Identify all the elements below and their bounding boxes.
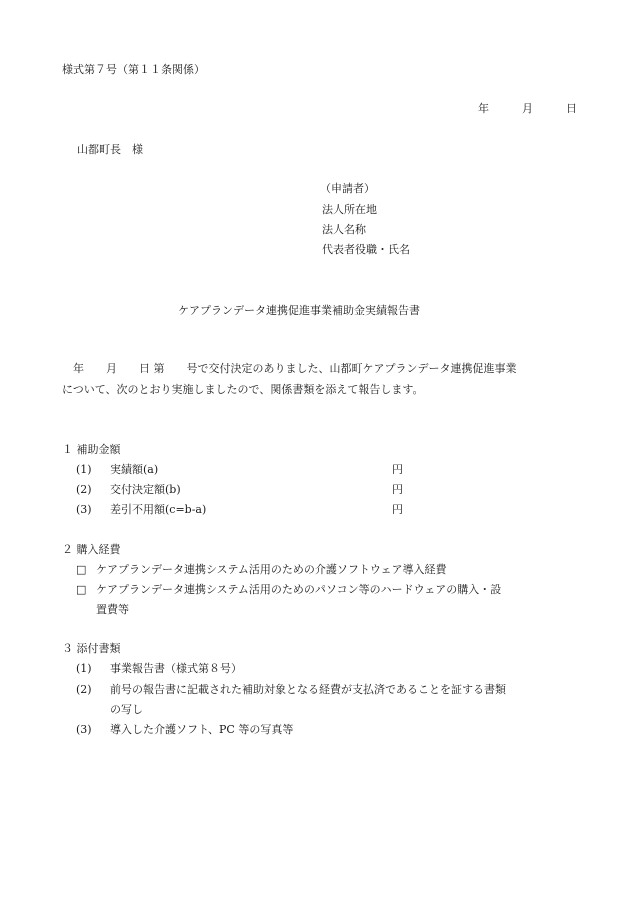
applicant-address-label: 法人所在地 — [322, 203, 377, 216]
checkbox-icon[interactable]: □ — [76, 563, 87, 576]
date-line — [478, 101, 577, 117]
intro-line-2: について、次のとおり実施しましたので、関係書類を添えて報告します。 — [62, 383, 424, 396]
section3-item-num: (2) — [76, 683, 92, 696]
date-day: 日 — [566, 102, 577, 115]
section3-item-line2: の写し — [110, 703, 143, 716]
date-month: 月 — [522, 102, 533, 115]
section1-item-label: 差引不用額(c=b-a) — [110, 503, 207, 516]
intro-line-1: 年 月 日 第 号で交付決定のありました、山都町ケアプランデータ連携促進事業 — [62, 362, 517, 375]
section3-item-line1: 前号の報告書に記載された補助対象となる経費が支払済であることを証する書類 — [110, 683, 506, 696]
section1-item-num: (3) — [76, 503, 92, 516]
applicant-heading: （申請者） — [320, 182, 375, 195]
section1-item-unit: 円 — [392, 463, 403, 476]
checkbox-icon[interactable]: □ — [76, 583, 87, 596]
section1-heading: １ 補助金額 — [62, 443, 121, 456]
section2-heading: ２ 購入経費 — [62, 543, 121, 556]
date-year: 年 — [478, 102, 489, 115]
section1-item-num: (1) — [76, 463, 92, 476]
section1-item-num: (2) — [76, 483, 92, 496]
section2-item-line1: ケアプランデータ連携システム活用のための介護ソフトウェア導入経費 — [96, 563, 447, 576]
section1-item-label: 交付決定額(b) — [110, 483, 181, 496]
document-title: ケアプランデータ連携促進事業補助金実績報告書 — [178, 304, 420, 317]
section3-item-num: (3) — [76, 723, 92, 736]
section1-item-unit: 円 — [392, 503, 403, 516]
section1-item-unit: 円 — [392, 483, 403, 496]
form-number: 様式第７号（第１１条関係） — [62, 63, 205, 76]
applicant-representative-label: 代表者役職・氏名 — [322, 243, 410, 256]
section3-heading: ３ 添付書類 — [62, 642, 121, 655]
section3-item-line1: 導入した介護ソフト、PC 等の写真等 — [110, 723, 294, 736]
section1-item-label: 実績額(a) — [110, 463, 159, 476]
section3-item-line1: 事業報告書（様式第８号） — [110, 662, 242, 675]
addressee: 山都町長 様 — [77, 143, 143, 156]
section3-item-num: (1) — [76, 662, 92, 675]
section2-item-line1: ケアプランデータ連携システム活用のためのパソコン等のハードウェアの購入・設 — [96, 583, 502, 596]
applicant-name-label: 法人名称 — [322, 223, 366, 236]
section2-item-line2: 置費等 — [96, 603, 129, 616]
